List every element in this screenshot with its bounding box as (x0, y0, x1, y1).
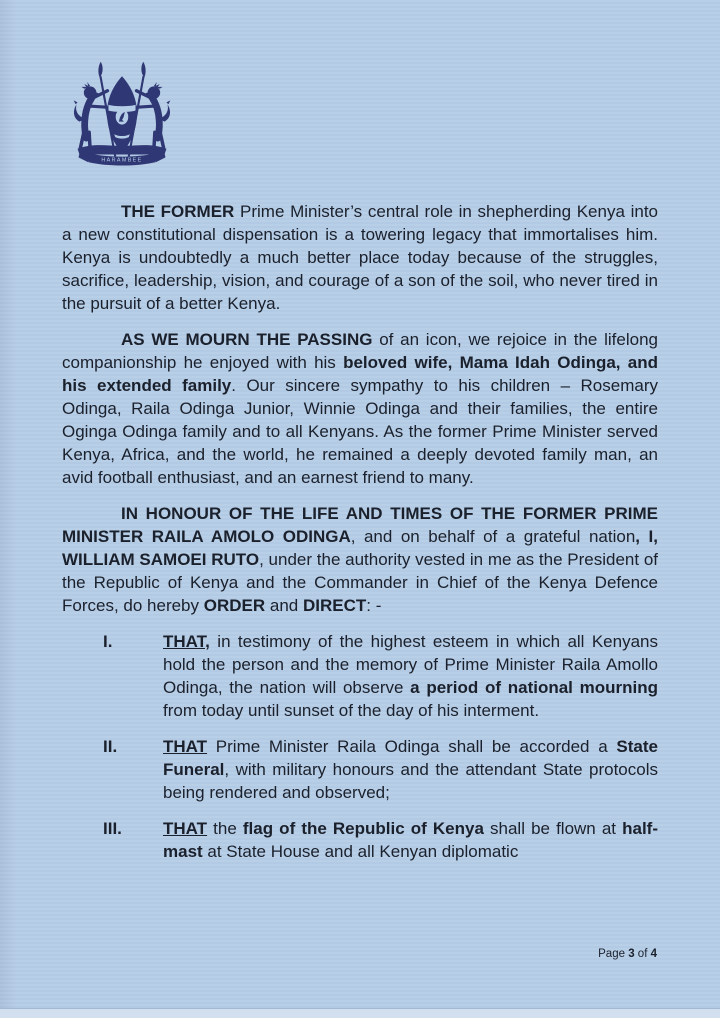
paragraph-as-we-mourn: AS WE MOURN THE PASSING of an icon, we rejoice in the lifelong companionship he enjoyed with his beloved wife, Mama Idah Odinga, and his extended family. Our sincere sympathy to his children – Rosemary Odinga, Raila Odinga Junior, Winnie Odinga and their families, the entire Oginga Odinga family and to all Kenyans. As the former Prime Minister served Kenya, Africa, and the world, he remained a deeply devoted family man, an avid football enthusiast, and an earnest friend to many. (62, 330, 658, 487)
order-text: THAT, in testimony of the highest esteem in which all Kenyans hold the person and the memory of Prime Minister Raila Amollo Odinga, the nation will observe a period of national mourning from today until sunset of the day of his interment. (163, 632, 658, 720)
page-number: Page 3 of 4 (598, 948, 657, 960)
order-numeral: II. (103, 737, 118, 756)
order-numeral: III. (103, 819, 122, 838)
paragraph-the-former: THE FORMER Prime Minister’s central role in shepherding Kenya into a new constitutional dispensation is a towering legacy that immortalises him. Kenya is undoubtedly a much better place today because of the struggles, sacrifice, leadership, vision, and courage of a son of the soil, who never tired in the pursuit of a better Kenya. (62, 202, 659, 313)
order-item-1 (62, 630, 658, 722)
paragraph-in-honour: IN HONOUR OF THE LIFE AND TIMES OF THE FORMER PRIME MINISTER RAILA AMOLO ODINGA, and on behalf of a grateful nation, I, WILLIAM SAMOEI RUTO, under the authority vested in me as the President of the Republic of Kenya and the Commander in Chief of the Kenya Defence Forces, do hereby ORDER and DIRECT: - (62, 504, 658, 615)
order-numeral: I. (103, 632, 113, 651)
kenya-coat-of-arms-icon (64, 58, 180, 166)
order-text: THAT the flag of the Republic of Kenya shall be flown at half-mast at State House and all Kenyan diplomatic (163, 819, 658, 861)
document-body (62, 200, 658, 876)
harambee-motto: HARAMBEE (101, 157, 143, 164)
order-item-2 (62, 735, 658, 804)
order-item-3 (62, 817, 658, 863)
order-text: THAT Prime Minister Raila Odinga shall be accorded a State Funeral, with military honours and the attendant State protocols being rendered and observed; (163, 737, 658, 802)
